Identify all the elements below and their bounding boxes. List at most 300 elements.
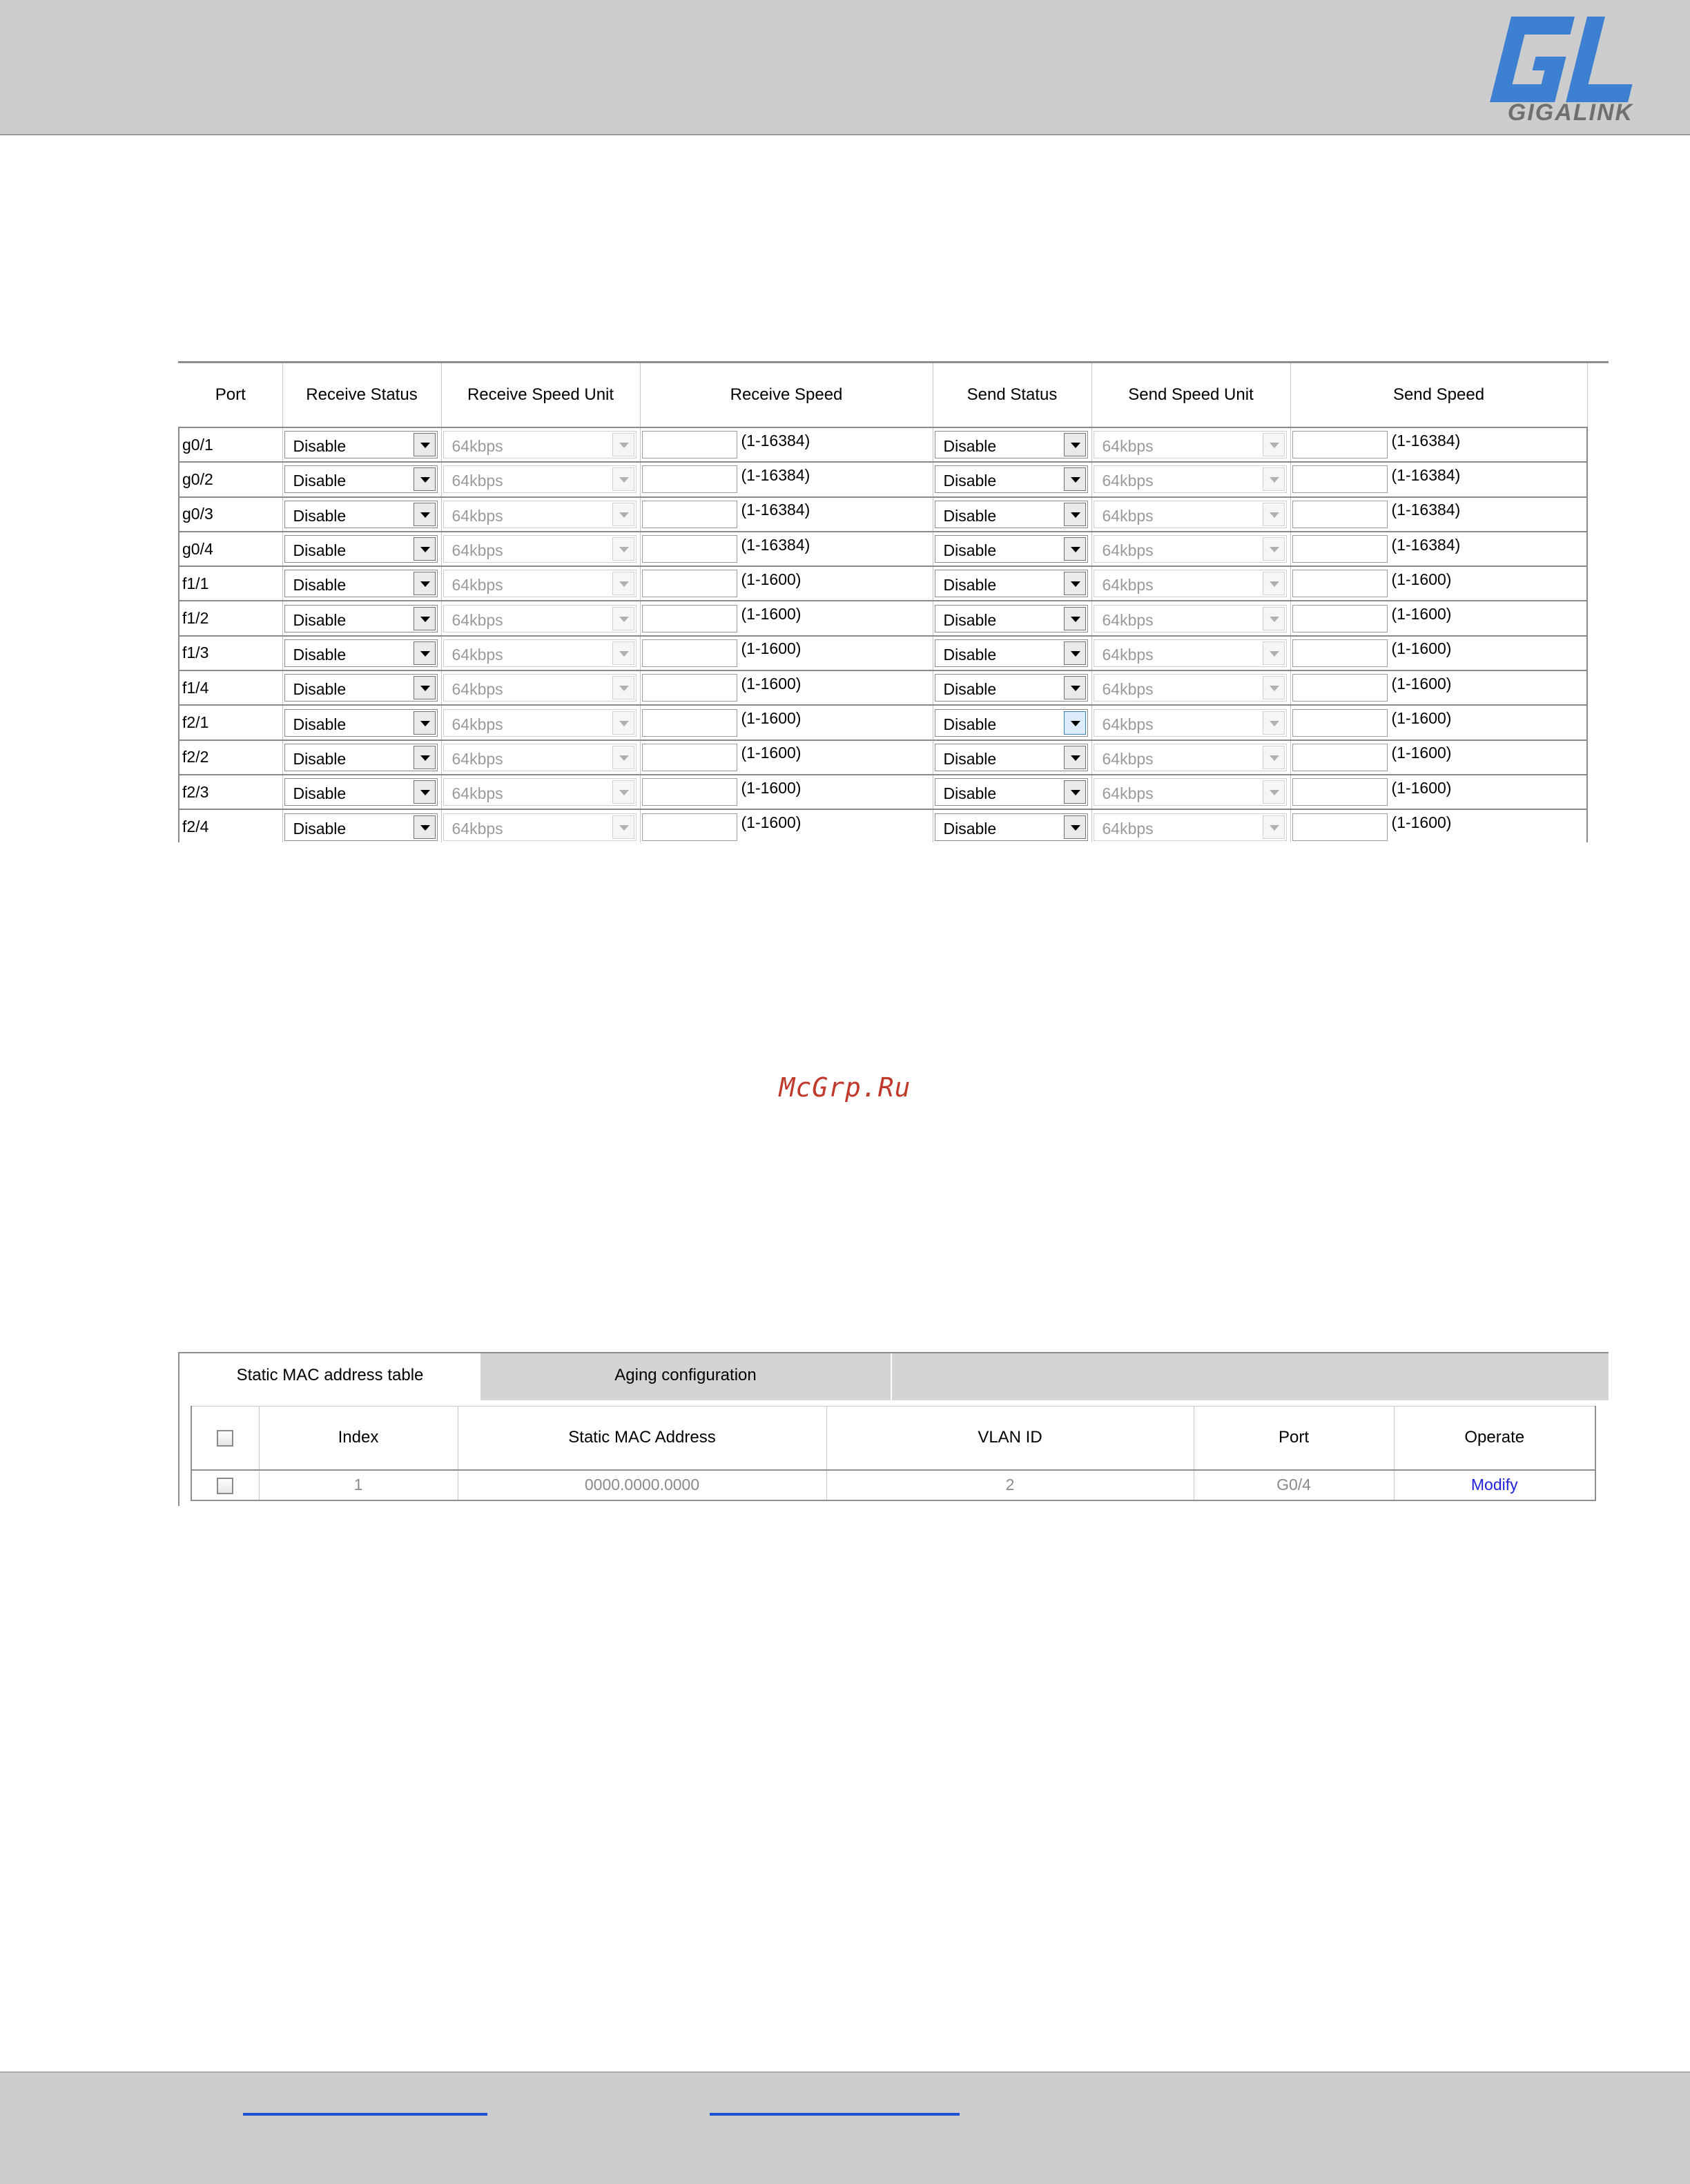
receive-speed-unit-value: 64kbps	[451, 680, 503, 699]
send-speed-cell	[1290, 740, 1587, 775]
send-status-value: Disable	[943, 749, 997, 768]
gigalink-logo	[1484, 14, 1657, 124]
receive-speed-unit-value: 64kbps	[451, 715, 503, 733]
receive-unit-cell	[441, 497, 640, 532]
receive-status-cell	[282, 636, 441, 670]
receive-unit-cell	[441, 636, 640, 670]
receive-speed-input[interactable]	[642, 778, 737, 806]
receive-speed-unit-select	[443, 709, 637, 737]
send-unit-cell	[1091, 740, 1290, 775]
dropdown-arrow-icon[interactable]	[414, 711, 436, 735]
mac-header-row	[191, 1407, 1595, 1470]
dropdown-arrow-icon	[1263, 780, 1285, 804]
port-row	[179, 497, 1587, 532]
dropdown-arrow-icon[interactable]	[1064, 537, 1086, 561]
receive-status-select[interactable]	[284, 813, 438, 841]
receive-status-cell	[282, 427, 441, 462]
receive-status-value: Disable	[293, 749, 347, 768]
receive-status-select[interactable]	[284, 778, 438, 806]
receive-speed-cell	[640, 775, 933, 809]
send-speed-range: (1-1600)	[1391, 778, 1452, 797]
receive-status-value: Disable	[293, 680, 347, 699]
dropdown-arrow-icon[interactable]	[1064, 780, 1086, 804]
receive-status-select[interactable]	[284, 535, 438, 563]
receive-unit-cell	[441, 775, 640, 809]
port-name: f1/2	[179, 601, 282, 635]
port-row	[179, 566, 1587, 601]
send-speed-range: (1-1600)	[1391, 570, 1452, 588]
send-status-select[interactable]	[935, 778, 1088, 806]
dropdown-arrow-icon	[612, 641, 634, 665]
dropdown-arrow-icon	[1263, 503, 1285, 526]
send-status-select[interactable]	[935, 465, 1088, 493]
send-speed-unit-select	[1094, 431, 1287, 458]
receive-speed-unit-value: 64kbps	[451, 506, 503, 525]
send-unit-cell	[1091, 705, 1290, 740]
dropdown-arrow-icon	[1263, 746, 1285, 769]
send-status-cell	[933, 532, 1091, 566]
send-speed-unit-select	[1094, 778, 1287, 806]
dropdown-arrow-icon[interactable]	[1064, 641, 1086, 665]
dropdown-arrow-icon	[612, 746, 634, 769]
dropdown-arrow-icon	[612, 467, 634, 491]
send-speed-unit-value: 64kbps	[1102, 819, 1154, 838]
receive-status-value: Disable	[293, 506, 347, 525]
dropdown-arrow-icon[interactable]	[414, 572, 436, 595]
send-speed-unit-select	[1094, 674, 1287, 702]
receive-unit-cell	[441, 809, 640, 842]
port-name: g0/1	[179, 427, 282, 462]
receive-speed-input[interactable]	[642, 639, 737, 667]
send-speed-cell	[1290, 670, 1587, 705]
send-speed-range: (1-16384)	[1391, 501, 1461, 519]
dropdown-arrow-icon[interactable]	[1064, 711, 1086, 735]
receive-unit-cell	[441, 670, 640, 705]
send-speed-unit-value: 64kbps	[1102, 680, 1154, 699]
send-status-cell	[933, 740, 1091, 775]
dropdown-arrow-icon	[612, 780, 634, 804]
port-name: f1/3	[179, 636, 282, 670]
mac-index: 1	[259, 1470, 458, 1500]
send-speed-unit-value: 64kbps	[1102, 437, 1154, 456]
receive-speed-input[interactable]	[642, 570, 737, 597]
dropdown-arrow-icon[interactable]	[414, 503, 436, 526]
send-speed-input[interactable]	[1292, 535, 1388, 563]
receive-status-value: Disable	[293, 819, 347, 838]
receive-status-select[interactable]	[284, 605, 438, 632]
dropdown-arrow-icon	[612, 433, 634, 456]
send-status-select[interactable]	[935, 570, 1088, 597]
receive-status-cell	[282, 462, 441, 496]
receive-unit-cell	[441, 462, 640, 496]
dropdown-arrow-icon	[612, 607, 634, 630]
receive-status-cell	[282, 670, 441, 705]
send-unit-cell	[1091, 636, 1290, 670]
receive-speed-input[interactable]	[642, 813, 737, 841]
dropdown-arrow-icon[interactable]	[1064, 467, 1086, 491]
send-speed-cell	[1290, 497, 1587, 532]
send-unit-cell	[1091, 462, 1290, 496]
receive-speed-unit-select	[443, 570, 637, 597]
port-row	[179, 427, 1587, 462]
dropdown-arrow-icon	[612, 676, 634, 699]
receive-status-value: Disable	[293, 610, 347, 629]
tab-bar	[179, 1353, 1609, 1400]
send-status-select[interactable]	[935, 605, 1088, 632]
port-name: f2/1	[179, 705, 282, 740]
row-checkbox[interactable]	[217, 1478, 233, 1494]
rate-limit-table-body	[179, 427, 1587, 842]
port-row	[179, 705, 1587, 740]
send-speed-unit-value: 64kbps	[1102, 715, 1154, 733]
port-name: g0/3	[179, 497, 282, 532]
send-status-select[interactable]	[935, 639, 1088, 667]
port-name: f2/2	[179, 740, 282, 775]
receive-speed-unit-value: 64kbps	[451, 437, 503, 456]
port-name: f2/3	[179, 775, 282, 809]
receive-speed-unit-value: 64kbps	[451, 749, 503, 768]
send-unit-cell	[1091, 427, 1290, 462]
receive-speed-unit-select	[443, 431, 637, 458]
send-speed-input[interactable]	[1292, 570, 1388, 597]
receive-speed-range: (1-16384)	[741, 431, 810, 450]
port-row	[179, 775, 1587, 809]
dropdown-arrow-icon	[612, 815, 634, 839]
port-row	[179, 740, 1587, 775]
port-row	[179, 636, 1587, 670]
send-speed-unit-value: 64kbps	[1102, 576, 1154, 595]
receive-speed-range: (1-1600)	[741, 570, 802, 588]
receive-speed-cell	[640, 462, 933, 496]
port-name: f1/1	[179, 566, 282, 601]
receive-speed-cell	[640, 532, 933, 566]
dropdown-arrow-icon	[1263, 433, 1285, 456]
send-status-value: Disable	[943, 506, 997, 525]
send-unit-cell	[1091, 775, 1290, 809]
dropdown-arrow-icon[interactable]	[414, 467, 436, 491]
receive-speed-range: (1-1600)	[741, 674, 802, 693]
receive-speed-unit-value: 64kbps	[451, 472, 503, 490]
col-header-index: Index	[259, 1407, 458, 1470]
receive-status-cell	[282, 740, 441, 775]
mac-table-row	[191, 1470, 1595, 1500]
send-speed-cell	[1290, 809, 1587, 842]
send-speed-input[interactable]	[1292, 709, 1388, 737]
receive-speed-cell	[640, 497, 933, 532]
send-speed-unit-value: 64kbps	[1102, 541, 1154, 560]
dropdown-arrow-icon[interactable]	[414, 815, 436, 839]
tab-static-mac-address-table[interactable]: Static MAC address table	[179, 1353, 480, 1400]
send-status-select[interactable]	[935, 431, 1088, 458]
receive-speed-unit-value: 64kbps	[451, 541, 503, 560]
col-header-send-speed: Send Speed	[1290, 363, 1587, 427]
receive-speed-cell	[640, 670, 933, 705]
send-status-select[interactable]	[935, 813, 1088, 841]
send-status-value: Disable	[943, 715, 997, 733]
receive-speed-unit-select	[443, 813, 637, 841]
send-speed-unit-select	[1094, 501, 1287, 528]
send-speed-input[interactable]	[1292, 744, 1388, 771]
dropdown-arrow-icon[interactable]	[414, 607, 436, 630]
receive-speed-range: (1-16384)	[741, 501, 810, 519]
send-status-cell	[933, 809, 1091, 842]
send-speed-unit-value: 64kbps	[1102, 472, 1154, 490]
send-status-select[interactable]	[935, 501, 1088, 528]
receive-speed-unit-select	[443, 778, 637, 806]
send-status-value: Disable	[943, 576, 997, 595]
dropdown-arrow-icon[interactable]	[1064, 503, 1086, 526]
receive-status-value: Disable	[293, 541, 347, 560]
receive-speed-unit-select	[443, 605, 637, 632]
receive-unit-cell	[441, 601, 640, 635]
receive-speed-cell	[640, 601, 933, 635]
receive-status-select[interactable]	[284, 674, 438, 702]
send-speed-input[interactable]	[1292, 674, 1388, 702]
send-speed-input[interactable]	[1292, 431, 1388, 458]
col-header-receive-status: Receive Status	[282, 363, 441, 427]
dropdown-arrow-icon	[1263, 676, 1285, 699]
dropdown-arrow-icon	[1263, 467, 1285, 491]
send-speed-range: (1-1600)	[1391, 639, 1452, 658]
port-row	[179, 532, 1587, 566]
modify-link[interactable]: Modify	[1394, 1470, 1595, 1500]
send-speed-range: (1-1600)	[1391, 709, 1452, 728]
receive-unit-cell	[441, 740, 640, 775]
footer-link-2[interactable]	[710, 2113, 960, 2116]
send-speed-cell	[1290, 775, 1587, 809]
receive-unit-cell	[441, 427, 640, 462]
port-row	[179, 462, 1587, 496]
col-header-receive-speed-unit: Receive Speed Unit	[441, 363, 640, 427]
send-status-cell	[933, 497, 1091, 532]
receive-status-select[interactable]	[284, 744, 438, 771]
table-header-row	[179, 363, 1587, 427]
dropdown-arrow-icon[interactable]	[414, 780, 436, 804]
send-unit-cell	[1091, 566, 1290, 601]
receive-status-value: Disable	[293, 576, 347, 595]
receive-status-select[interactable]	[284, 465, 438, 493]
receive-status-value: Disable	[293, 645, 347, 664]
select-all-checkbox[interactable]	[217, 1430, 233, 1447]
col-header-port: Port	[179, 363, 282, 427]
send-speed-input[interactable]	[1292, 501, 1388, 528]
send-speed-range: (1-16384)	[1391, 465, 1461, 484]
send-status-cell	[933, 670, 1091, 705]
col-header-vlan-id: VLAN ID	[826, 1407, 1194, 1470]
static-mac-panel	[178, 1352, 1609, 1506]
col-header-send-speed-unit: Send Speed Unit	[1091, 363, 1290, 427]
send-status-value: Disable	[943, 680, 997, 699]
static-mac-table	[191, 1406, 1596, 1501]
receive-status-select[interactable]	[284, 639, 438, 667]
col-header-static-mac-address: Static MAC Address	[458, 1407, 826, 1470]
receive-speed-range: (1-1600)	[741, 639, 802, 658]
send-speed-unit-select	[1094, 744, 1287, 771]
send-speed-unit-select	[1094, 709, 1287, 737]
receive-speed-input[interactable]	[642, 744, 737, 771]
receive-speed-unit-select	[443, 639, 637, 667]
receive-status-select[interactable]	[284, 431, 438, 458]
send-status-value: Disable	[943, 541, 997, 560]
dropdown-arrow-icon[interactable]	[414, 746, 436, 769]
send-status-cell	[933, 566, 1091, 601]
send-status-cell	[933, 705, 1091, 740]
send-speed-input[interactable]	[1292, 778, 1388, 806]
port-row	[179, 809, 1587, 842]
page-footer	[0, 2071, 1690, 2184]
rate-limit-table-panel	[178, 361, 1609, 842]
send-status-value: Disable	[943, 472, 997, 490]
send-speed-input[interactable]	[1292, 639, 1388, 667]
receive-status-value: Disable	[293, 437, 347, 456]
dropdown-arrow-icon	[612, 711, 634, 735]
receive-speed-range: (1-16384)	[741, 535, 810, 554]
receive-status-cell	[282, 566, 441, 601]
col-header-operate: Operate	[1394, 1407, 1595, 1470]
receive-status-cell	[282, 809, 441, 842]
mac-vlan-id: 2	[826, 1470, 1194, 1500]
receive-speed-unit-value: 64kbps	[451, 819, 503, 838]
send-speed-unit-value: 64kbps	[1102, 645, 1154, 664]
col-header-port: Port	[1194, 1407, 1394, 1470]
send-speed-input[interactable]	[1292, 605, 1388, 632]
dropdown-arrow-icon[interactable]	[414, 537, 436, 561]
receive-speed-unit-select	[443, 744, 637, 771]
receive-speed-unit-select	[443, 465, 637, 493]
send-unit-cell	[1091, 670, 1290, 705]
port-row	[179, 670, 1587, 705]
dropdown-arrow-icon[interactable]	[414, 433, 436, 456]
dropdown-arrow-icon[interactable]	[1064, 433, 1086, 456]
send-speed-unit-select	[1094, 813, 1287, 841]
send-speed-unit-select	[1094, 465, 1287, 493]
port-name: g0/2	[179, 462, 282, 496]
receive-speed-range: (1-1600)	[741, 813, 802, 832]
receive-speed-input[interactable]	[642, 535, 737, 563]
dropdown-arrow-icon[interactable]	[414, 641, 436, 665]
send-speed-unit-value: 64kbps	[1102, 784, 1154, 803]
send-speed-unit-value: 64kbps	[1102, 610, 1154, 629]
receive-status-select[interactable]	[284, 709, 438, 737]
receive-speed-input[interactable]	[642, 501, 737, 528]
send-speed-cell	[1290, 705, 1587, 740]
dropdown-arrow-icon	[1263, 572, 1285, 595]
receive-speed-cell	[640, 566, 933, 601]
receive-speed-range: (1-1600)	[741, 605, 802, 624]
receive-speed-input[interactable]	[642, 605, 737, 632]
send-unit-cell	[1091, 497, 1290, 532]
send-status-value: Disable	[943, 610, 997, 629]
receive-speed-input[interactable]	[642, 674, 737, 702]
send-status-value: Disable	[943, 784, 997, 803]
send-speed-input[interactable]	[1292, 813, 1388, 841]
tab-aging-configuration[interactable]: Aging configuration	[480, 1353, 892, 1400]
receive-speed-cell	[640, 809, 933, 842]
receive-speed-unit-value: 64kbps	[451, 784, 503, 803]
send-speed-cell	[1290, 427, 1587, 462]
receive-status-select[interactable]	[284, 570, 438, 597]
send-status-value: Disable	[943, 819, 997, 838]
port-name: f1/4	[179, 670, 282, 705]
send-status-select[interactable]	[935, 709, 1088, 737]
send-status-select[interactable]	[935, 744, 1088, 771]
logo-wordmark: GIGALINK	[1507, 99, 1634, 124]
send-speed-cell	[1290, 566, 1587, 601]
receive-speed-range: (1-16384)	[741, 465, 810, 484]
rate-limit-table	[178, 363, 1588, 842]
port-name: f2/4	[179, 809, 282, 842]
watermark: McGrp.Ru	[779, 1072, 911, 1103]
send-speed-cell	[1290, 636, 1587, 670]
mac-port: G0/4	[1194, 1470, 1394, 1500]
receive-speed-cell	[640, 636, 933, 670]
col-header-send-status: Send Status	[933, 363, 1091, 427]
dropdown-arrow-icon	[612, 572, 634, 595]
send-status-value: Disable	[943, 645, 997, 664]
send-unit-cell	[1091, 532, 1290, 566]
dropdown-arrow-icon	[612, 503, 634, 526]
col-header-receive-speed: Receive Speed	[640, 363, 933, 427]
logo-letter-g	[1490, 17, 1576, 102]
receive-unit-cell	[441, 566, 640, 601]
port-row	[179, 601, 1587, 635]
receive-speed-cell	[640, 705, 933, 740]
page-header	[0, 0, 1690, 135]
send-status-select[interactable]	[935, 674, 1088, 702]
footer-link-1[interactable]	[243, 2113, 487, 2116]
send-speed-unit-select	[1094, 639, 1287, 667]
dropdown-arrow-icon[interactable]	[1064, 815, 1086, 839]
receive-status-cell	[282, 601, 441, 635]
dropdown-arrow-icon	[1263, 815, 1285, 839]
receive-unit-cell	[441, 705, 640, 740]
send-speed-unit-select	[1094, 535, 1287, 563]
send-speed-unit-select	[1094, 570, 1287, 597]
send-status-cell	[933, 462, 1091, 496]
dropdown-arrow-icon[interactable]	[1064, 746, 1086, 769]
dropdown-arrow-icon[interactable]	[1064, 572, 1086, 595]
send-speed-input[interactable]	[1292, 465, 1388, 493]
send-unit-cell	[1091, 601, 1290, 635]
receive-speed-input[interactable]	[642, 431, 737, 458]
send-status-value: Disable	[943, 437, 997, 456]
receive-status-cell	[282, 532, 441, 566]
receive-speed-unit-value: 64kbps	[451, 645, 503, 664]
receive-speed-unit-value: 64kbps	[451, 610, 503, 629]
dropdown-arrow-icon	[1263, 711, 1285, 735]
receive-speed-input[interactable]	[642, 465, 737, 493]
dropdown-arrow-icon[interactable]	[414, 676, 436, 699]
row-select-cell	[191, 1470, 259, 1500]
send-speed-range: (1-1600)	[1391, 674, 1452, 693]
send-status-cell	[933, 427, 1091, 462]
send-status-cell	[933, 636, 1091, 670]
send-status-select[interactable]	[935, 535, 1088, 563]
receive-status-select[interactable]	[284, 501, 438, 528]
receive-speed-range: (1-1600)	[741, 744, 802, 762]
receive-speed-range: (1-1600)	[741, 709, 802, 728]
send-speed-range: (1-1600)	[1391, 605, 1452, 624]
send-speed-range: (1-16384)	[1391, 431, 1461, 450]
receive-unit-cell	[441, 532, 640, 566]
dropdown-arrow-icon[interactable]	[1064, 607, 1086, 630]
receive-speed-cell	[640, 740, 933, 775]
receive-speed-cell	[640, 427, 933, 462]
logo-letter-l	[1566, 17, 1649, 102]
dropdown-arrow-icon[interactable]	[1064, 676, 1086, 699]
send-speed-unit-value: 64kbps	[1102, 506, 1154, 525]
receive-speed-input[interactable]	[642, 709, 737, 737]
